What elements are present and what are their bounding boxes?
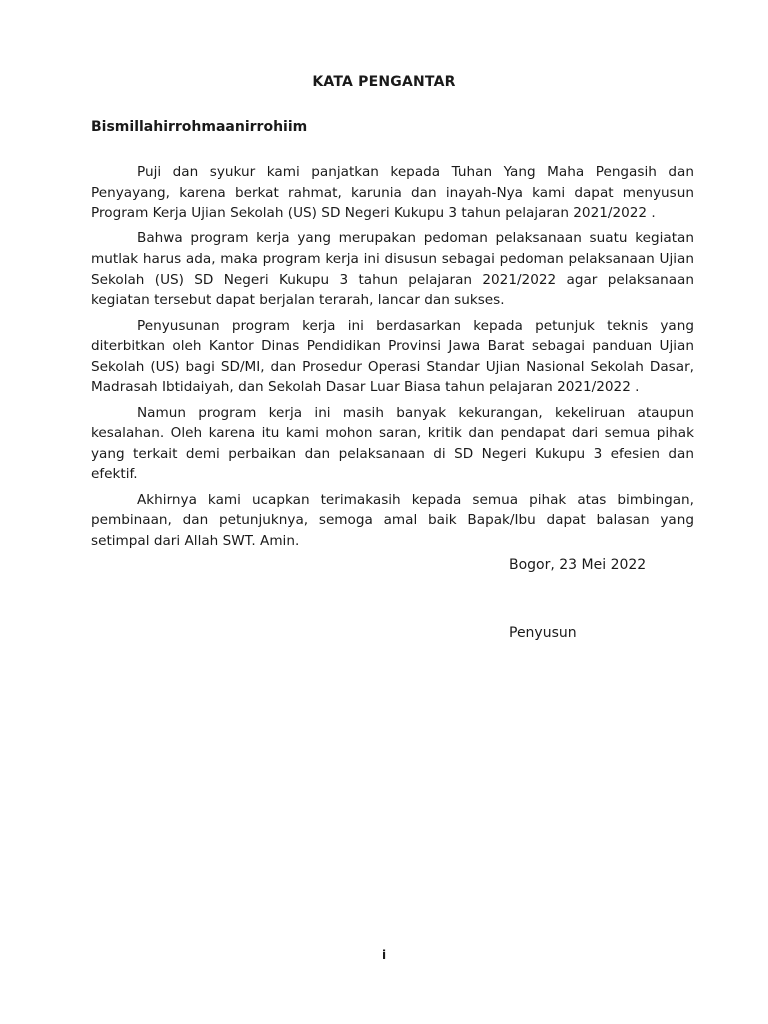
paragraph-3: Penyusunan program kerja ini berdasarkan kepada petunjuk teknis yang diterbitkan oleh Kantor Dinas Pendidikan Provinsi Jawa Barat sebagai panduan Ujian Sekolah (US) bagi SD/MI, dan Prosedur Operasi Standar Ujian Nasional Sekolah Dasar, Madrasah Ibtidaiyah, dan Sekolah Dasar Luar Biasa tahun pelajaran 2021/2022 .: [91, 317, 694, 396]
paragraph-1: Puji dan syukur kami panjatkan kepada Tuhan Yang Maha Pengasih dan Penyayang, karena berkat rahmat, karunia dan inayah-Nya kami dapat menyusun Program Kerja Ujian Sekolah (US) SD Negeri Kukupu 3 tahun pelajaran 2021/2022 .: [91, 164, 694, 222]
paragraph-5: Akhirnya kami ucapkan terimakasih kepada semua pihak atas bimbingan, pembinaan, dan petunjuknya, semoga amal baik Bapak/Ibu dapat balasan yang setimpal dari Allah SWT. Amin.: [91, 491, 694, 549]
paragraph-4: Namun program kerja ini masih banyak kekurangan, kekeliruan ataupun kesalahan. Oleh karena itu kami mohon saran, kritik dan pendapat dari semua pihak yang terkait demi perbaikan dan pelaksanaan di SD Negeri Kukupu 3 efesien dan efektif.: [91, 404, 694, 483]
page-title: KATA PENGANTAR: [312, 74, 456, 90]
page-number: i: [381, 948, 387, 962]
signer-label: Penyusun: [509, 625, 577, 641]
place-date: Bogor, 23 Mei 2022: [509, 557, 647, 573]
body-text: [91, 162, 694, 556]
salutation: Bismillahirrohmaanirrohiim: [91, 119, 308, 135]
paragraph-2: Bahwa program kerja yang merupakan pedoman pelaksanaan suatu kegiatan mutlak harus ada, maka program kerja ini disusun sebagai pedoman pelaksanaan Ujian Sekolah (US) SD Negeri Kukupu 3 tahun pelajaran 2021/2022 agar pelaksanaan kegiatan tersebut dapat berjalan terarah, lancar dan sukses.: [91, 230, 694, 309]
